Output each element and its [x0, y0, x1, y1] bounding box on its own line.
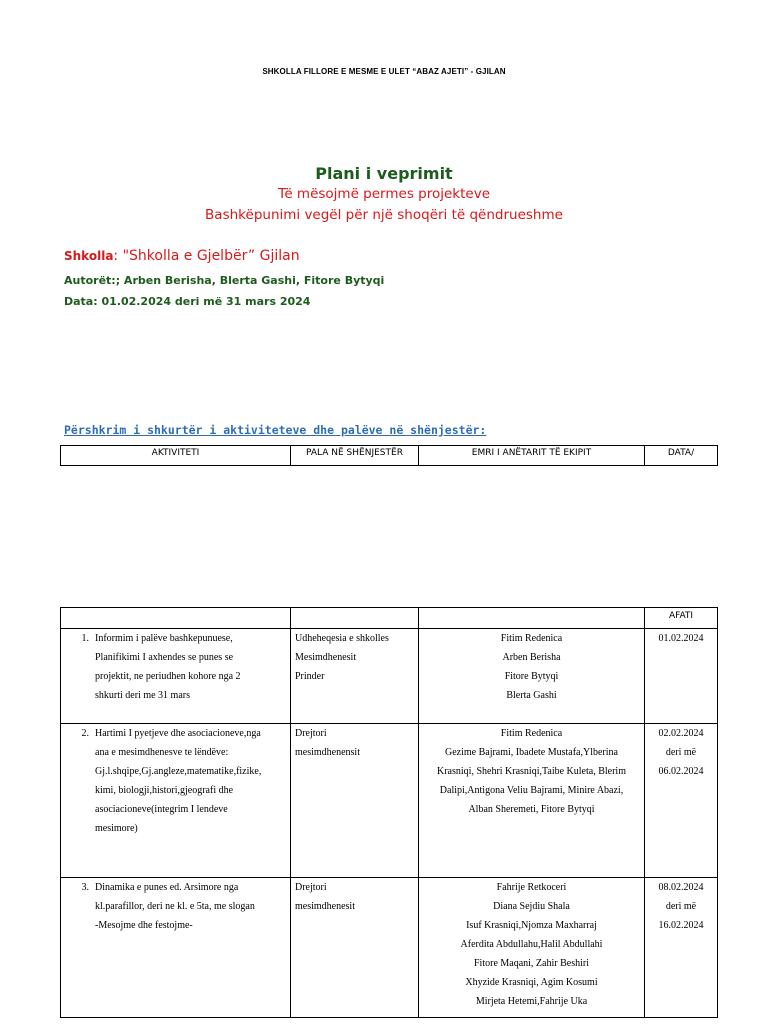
- activity-cell: [61, 629, 291, 724]
- team-line: Isuf Krasniqi,Njomza Maxharraj: [466, 920, 597, 931]
- deadline-cell: [645, 629, 718, 724]
- deadline-line: 02.02.2024: [658, 728, 704, 739]
- column-header-date: DATA/: [645, 446, 718, 466]
- team-line: Fitore Bytyqi: [504, 671, 559, 682]
- activity-cell: [61, 878, 291, 1018]
- team-line: Alban Sheremeti, Fitore Bytyqi: [468, 804, 595, 815]
- team-line: Mirjeta Hetemi,Fahrije Uka: [475, 996, 588, 1007]
- authors-line: Autorët:; Arben Berisha, Blerta Gashi, Fitore Bytyqi: [64, 274, 385, 287]
- activity-line: projektit, ne periudhen kohore nga 2: [95, 671, 241, 682]
- header-table-row: [61, 446, 718, 466]
- deadline-line: deri më: [665, 747, 697, 758]
- table-row: [61, 878, 718, 1018]
- target-party-cell: [291, 629, 419, 724]
- deadline-line: 16.02.2024: [658, 920, 704, 931]
- activity-line: Planifikimi I axhendes se punes se: [95, 652, 234, 663]
- activity-line: shkurti deri me 31 mars: [95, 690, 190, 701]
- subtitle-2: Bashkëpunimi vegël për një shoqëri të qëndrueshme: [205, 207, 563, 223]
- activity-line: kimi, biologji,histori,gjeografi dhe: [95, 785, 234, 796]
- team-line: Gezime Bajrami, Ibadete Mustafa,Ylberina: [445, 747, 618, 758]
- activity-line: kl.parafillor, deri ne kl. e 5ta, me slogan: [95, 901, 255, 912]
- activity-line: Gj.l.shqipe,Gj.angleze,matematike,fizike,: [95, 766, 262, 777]
- column-header-team-member: EMRI I ANËTARIT TË EKIPIT: [419, 446, 645, 466]
- column-header-activity: AKTIVITETI: [61, 446, 291, 466]
- deadline-line: deri më: [665, 901, 697, 912]
- team-cell: [419, 629, 645, 724]
- team-line: Aferdita Abdullahu,Halil Abdullahi: [460, 939, 603, 950]
- deadline-cell: [645, 878, 718, 1018]
- activity-line: Dinamika e punes ed. Arsimore nga: [95, 882, 239, 893]
- school-header: SHKOLLA FILLORE E MESME E ULET “ABAZ AJETI” - GJILAN: [262, 67, 506, 76]
- target-party-line: Drejtori: [295, 882, 327, 893]
- activities-table-head: [61, 608, 718, 629]
- column-header-target-party: PALA NË SHËNJESTËR: [291, 446, 419, 466]
- page-title: Plani i veprimit: [315, 164, 453, 183]
- team-line: Fitore Maqani, Zahir Beshiri: [474, 958, 589, 969]
- team-line: Fahrije Retkoceri: [496, 882, 567, 893]
- target-party-line: Udheheqesia e shkolles: [295, 633, 389, 644]
- target-party-line: Drejtori: [295, 728, 327, 739]
- team-line: Dalipi,Antigona Veliu Bajrami, Minire Abazi,: [439, 785, 624, 796]
- target-party-cell: [291, 878, 419, 1018]
- subtitle-1: Të mësojmë permes projekteve: [277, 186, 490, 202]
- activity-line: asociacioneve(integrim I lendeve: [95, 804, 228, 815]
- head-cell-empty-2: [291, 608, 419, 629]
- school-value: : "Shkolla e Gjelbër” Gjilan: [113, 248, 300, 264]
- table-row: [61, 629, 718, 724]
- header-table: [60, 445, 718, 466]
- activity-line: ana e mesimdhenesve te lëndëve:: [95, 747, 229, 758]
- team-line: Krasniqi, Shehri Krasniqi,Taibe Kuleta, Blerim: [437, 766, 626, 777]
- deadline-line: 08.02.2024: [658, 882, 704, 893]
- table-row: [61, 724, 718, 878]
- team-line: Blerta Gashi: [506, 690, 557, 701]
- team-line: Diana Sejdiu Shala: [493, 901, 570, 912]
- target-party-line: Prinder: [295, 671, 325, 682]
- activity-cell: [61, 724, 291, 878]
- deadline-line: 06.02.2024: [658, 766, 704, 777]
- deadline-cell: [645, 724, 718, 878]
- team-line: Fitim Redenica: [500, 728, 563, 739]
- head-cell-empty-1: [61, 608, 291, 629]
- target-party-line: Mesimdhenesit: [295, 652, 357, 663]
- target-party-line: mesimdhenensit: [295, 747, 360, 758]
- team-line: Xhyzide Krasniqi, Agim Kosumi: [465, 977, 598, 988]
- activity-line: Hartimi I pyetjeve dhe asociacioneve,nga: [95, 728, 261, 739]
- activity-line: -Mesojme dhe festojme-: [95, 920, 193, 931]
- section-heading: Përshkrim i shkurtër i aktiviteteve dhe palëve në shënjestër:: [64, 423, 487, 437]
- date-line: Data: 01.02.2024 deri më 31 mars 2024: [64, 295, 311, 308]
- head-cell-empty-3: [419, 608, 645, 629]
- team-line: Arben Berisha: [502, 652, 561, 663]
- school-label: Shkolla: [64, 249, 114, 263]
- row-number: 2.: [81, 728, 89, 739]
- activity-line: mesimore): [95, 823, 138, 834]
- head-cell-deadline: AFATI: [645, 608, 718, 629]
- team-cell: [419, 878, 645, 1018]
- row-number: 1.: [81, 633, 89, 644]
- target-party-cell: [291, 724, 419, 878]
- team-line: Fitim Redenica: [500, 633, 563, 644]
- activities-table: [60, 607, 718, 1018]
- school-line: [64, 245, 300, 264]
- target-party-line: mesimdhenesit: [295, 901, 355, 912]
- team-cell: [419, 724, 645, 878]
- deadline-line: 01.02.2024: [658, 633, 704, 644]
- activity-line: Informim i palëve bashkepunuese,: [95, 633, 233, 644]
- row-number: 3.: [81, 882, 89, 893]
